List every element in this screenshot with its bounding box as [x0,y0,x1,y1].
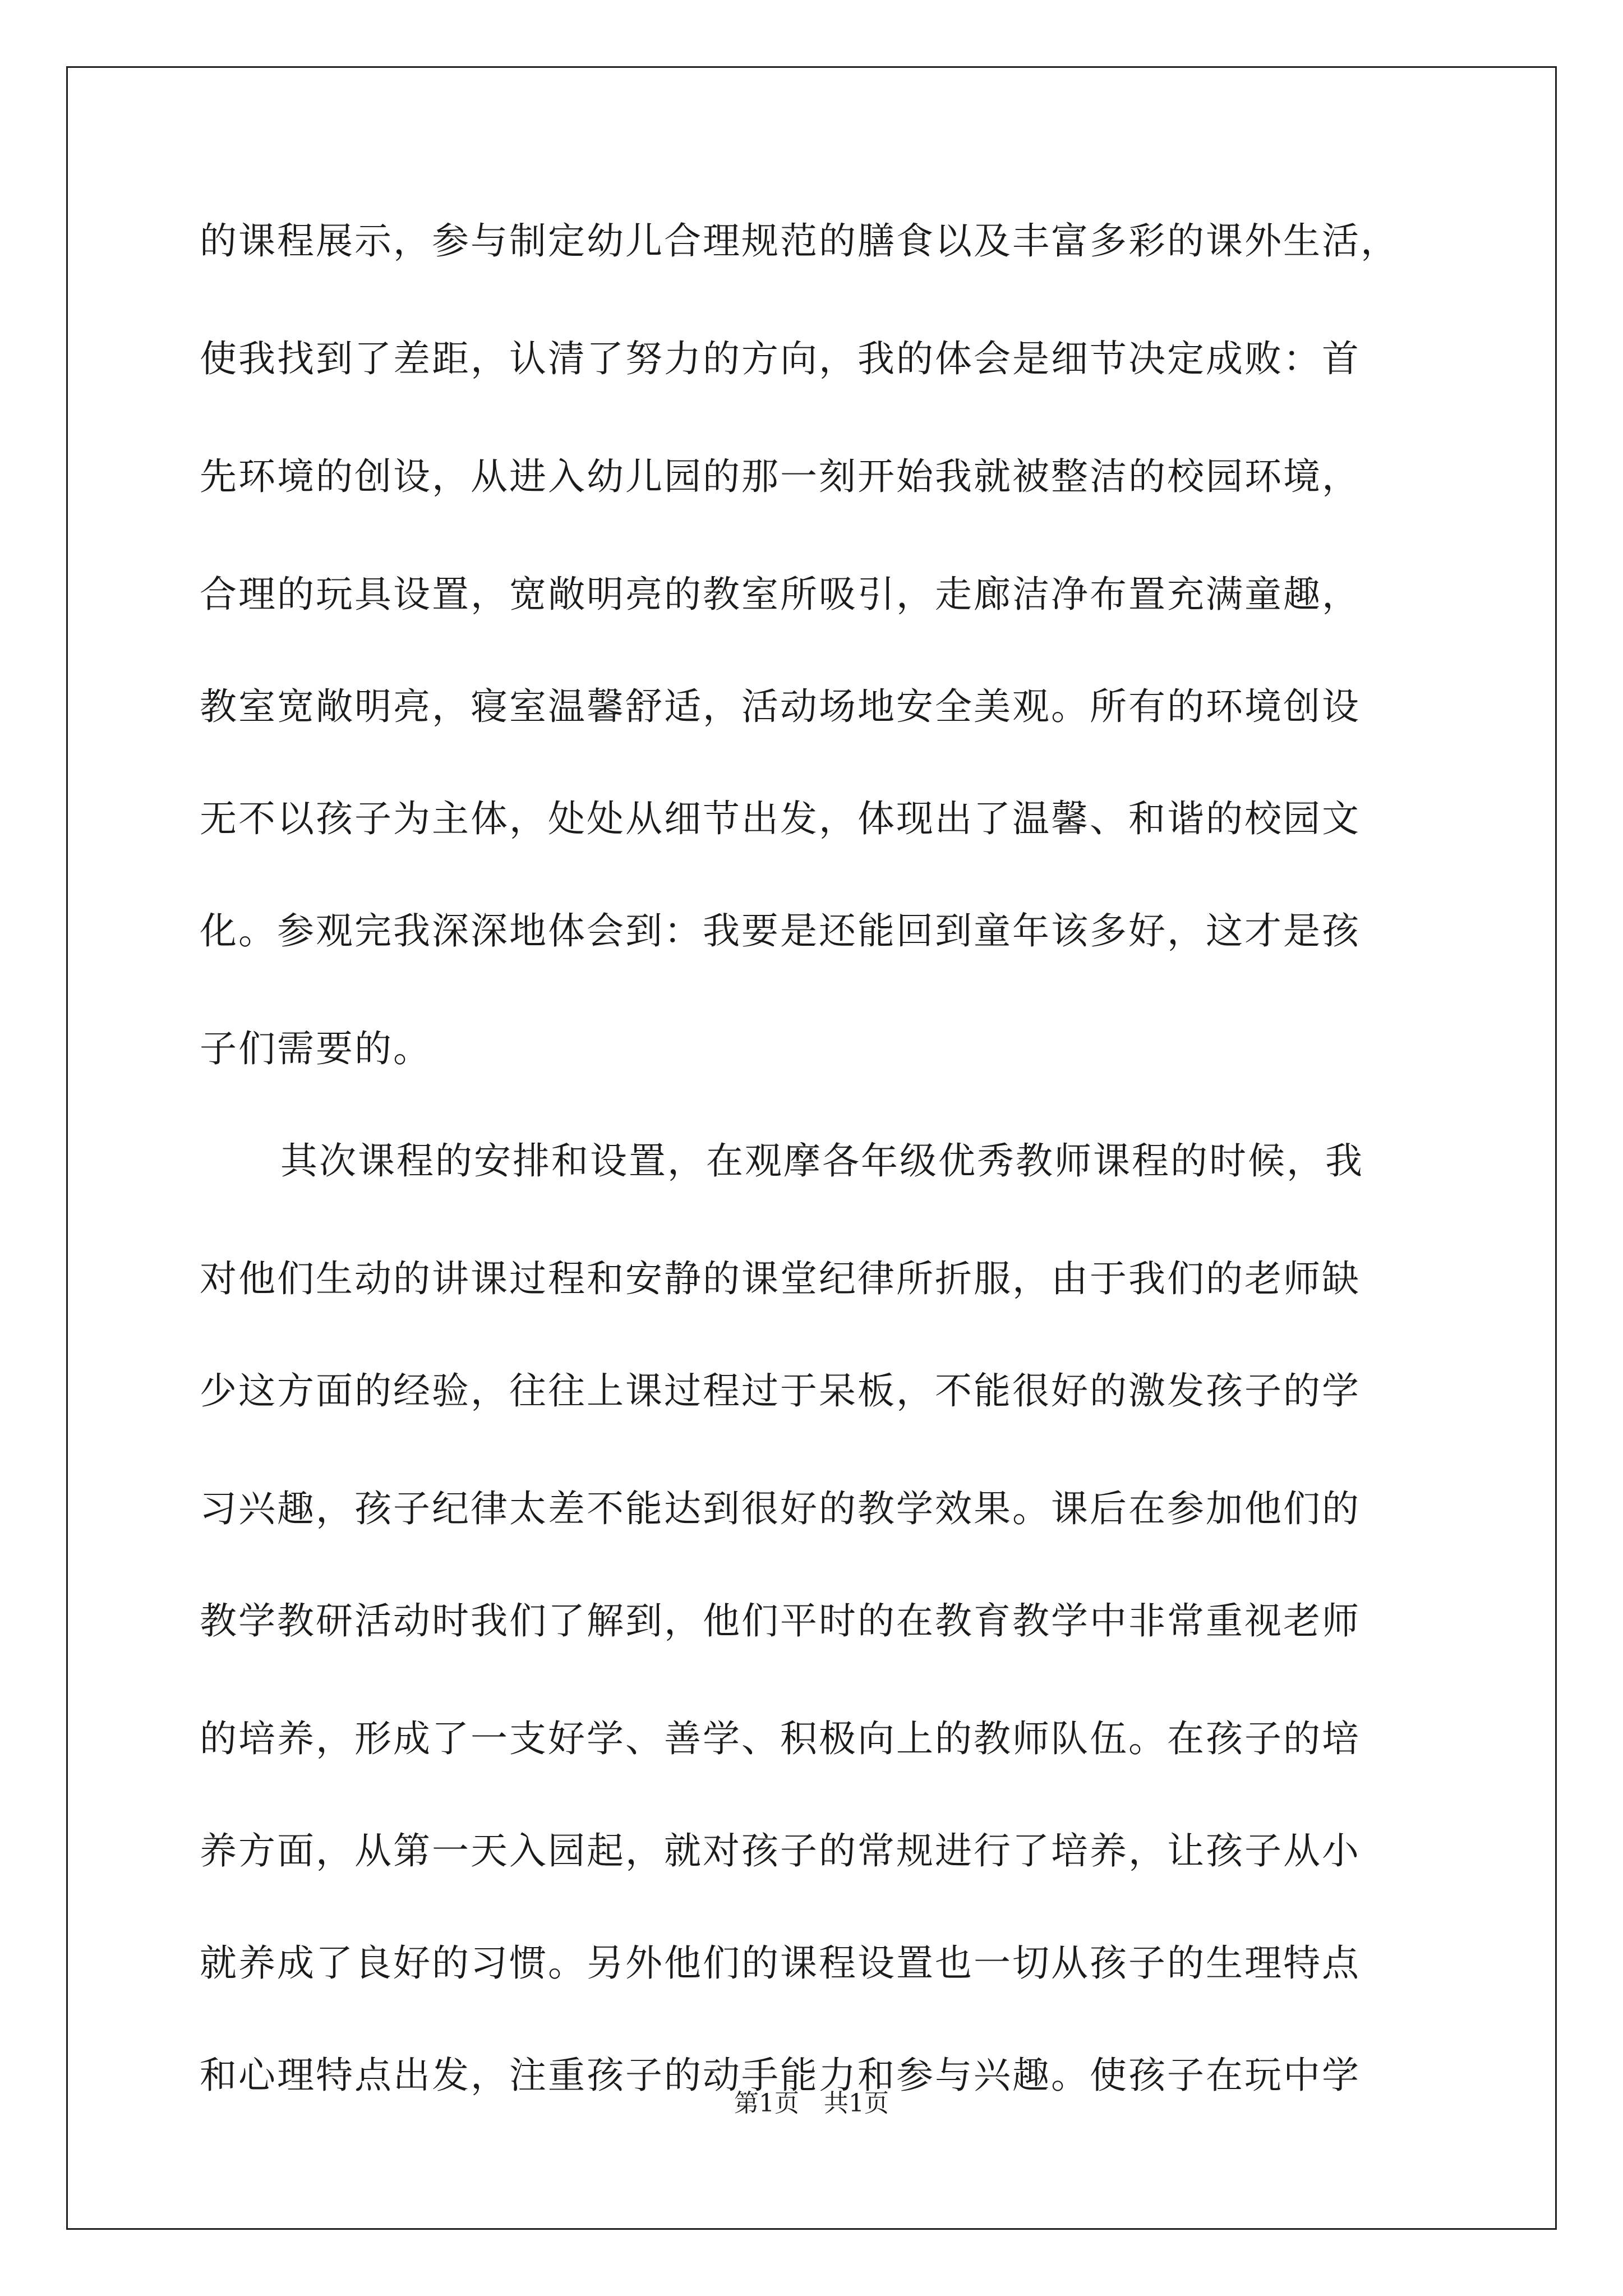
text-line: 子们需要的。 [200,1027,432,1070]
text-line: 化。参观完我深深地体会到：我要是还能回到童年该多好，这才是孩 [200,909,1361,953]
text-line: 就养成了良好的习惯。另外他们的课程设置也一切从孩子的生理特点 [200,1941,1361,1985]
text-line: 习兴趣，孩子纪律太差不能达到很好的教学效果。课后在参加他们的 [200,1487,1361,1530]
text-line: 的课程展示，参与制定幼儿合理规范的膳食以及丰富多彩的课外生活， [200,219,1399,263]
text-line: 使我找到了差距，认清了努力的方向，我的体会是细节决定成败：首 [200,337,1361,380]
text-line: 合理的玩具设置，宽敞明亮的教室所吸引，走廊洁净布置充满童趣， [200,573,1361,616]
text-line: 的培养，形成了一支好学、善学、积极向上的教师队伍。在孩子的培 [200,1717,1361,1760]
text-line: 对他们生动的讲课过程和安静的课堂纪律所折服，由于我们的老师缺 [200,1257,1361,1300]
text-line: 少这方面的经验，往往上课过程过于呆板，不能很好的激发孩子的学 [200,1369,1361,1412]
text-line: 教室宽敞明亮，寝室温馨舒适，活动场地安全美观。所有的环境创设 [200,685,1361,728]
text-line: 养方面，从第一天入园起，就对孩子的常规进行了培养，让孩子从小 [200,1829,1361,1872]
text-line: 和心理特点出发，注重孩子的动手能力和参与兴趣。使孩子在玩中学 [200,2054,1361,2097]
text-line: 教学教研活动时我们了解到，他们平时的在教育教学中非常重视老师 [200,1599,1361,1642]
text-line: 无不以孩子为主体，处处从细节出发，体现出了温馨、和谐的校园文 [200,797,1361,840]
paragraph-first-line: 其次课程的安排和设置，在观摩各年级优秀教师课程的时候，我 [280,1139,1364,1182]
page-number-footer: 第1页 共1页 [734,2089,889,2118]
text-line: 先环境的创设，从进入幼儿园的那一刻开始我就被整洁的校园环境， [200,455,1361,498]
